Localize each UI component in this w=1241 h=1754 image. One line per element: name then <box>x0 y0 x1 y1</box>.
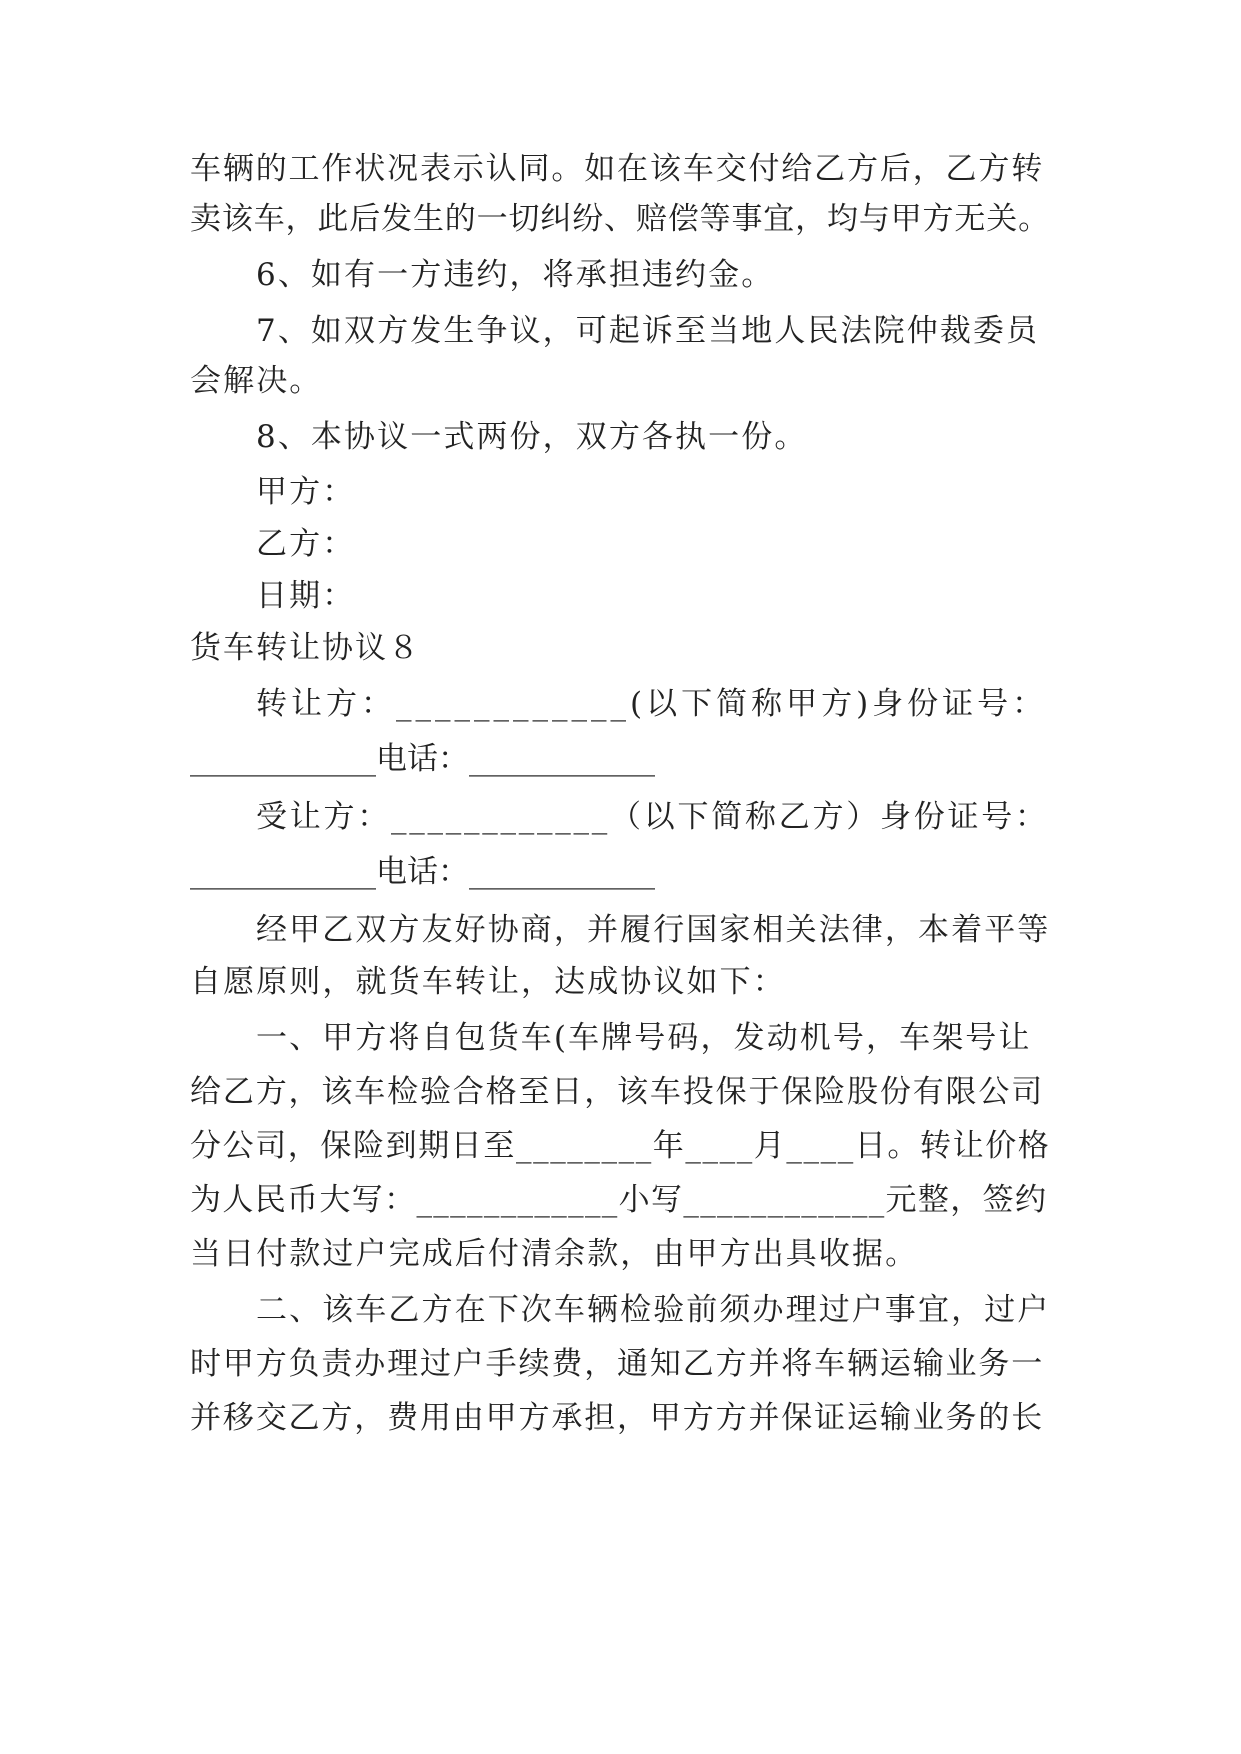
transferee-line: 受让方：____________（以下简称乙方）身份证号： <box>256 799 1049 835</box>
article-2-line-2: 时甲方负责办理过户手续费，通知乙方并将车辆运输业务一 <box>190 1346 1045 1382</box>
clause-8: 8、本协议一式两份，双方各执一份。 <box>256 419 808 455</box>
article-1-line-4: 为人民币大写：____________小写____________元整，签约 <box>190 1182 1048 1218</box>
transferor-line: 转让方：____________(以下简称甲方)身份证号： <box>256 686 1048 722</box>
preamble-line-2: 自愿原则，就货车转让，达成协议如下： <box>190 964 786 1000</box>
article-1-line-1: 一、甲方将自包货车(车牌号码，发动机号，车架号让 <box>256 1020 1032 1056</box>
clause-7: 7、如双方发生争议，可起诉至当地人民法院仲裁委员 <box>256 313 1040 349</box>
clause-7-continuation: 会解决。 <box>190 363 323 399</box>
date-field: 日期： <box>256 578 356 614</box>
party-a-signature: 甲方： <box>256 474 356 510</box>
preamble-line-1: 经甲乙双方友好协商，并履行国家相关法律，本着平等 <box>256 912 1051 948</box>
transferee-phone-line: ____________电话：____________ <box>190 854 655 890</box>
text-line-1: 车辆的工作状况表示认同。如在该车交付给乙方后，乙方转 <box>190 151 1045 187</box>
article-1-line-2: 给乙方，该车检验合格至日，该车投保于保险股份有限公司 <box>190 1074 1045 1110</box>
article-1-line-5: 当日付款过户完成后付清余款，由甲方出具收据。 <box>190 1236 919 1272</box>
article-2-line-1: 二、该车乙方在下次车辆检验前须办理过户事宜，过户 <box>256 1292 1051 1328</box>
article-1-line-3: 分公司，保险到期日至________年____月____日。转让价格 <box>190 1128 1051 1164</box>
agreement-title: 货车转让协议８ <box>190 630 421 666</box>
article-2-line-3: 并移交乙方，费用由甲方承担，甲方方并保证运输业务的长 <box>190 1400 1045 1436</box>
party-b-signature: 乙方： <box>256 526 356 562</box>
text-line-2: 卖该车，此后发生的一切纠纷、赔偿等事宜，均与甲方无关。 <box>190 201 1050 237</box>
transferor-phone-line: ____________电话：____________ <box>190 741 655 777</box>
clause-6: 6、如有一方违约，将承担违约金。 <box>256 257 775 293</box>
